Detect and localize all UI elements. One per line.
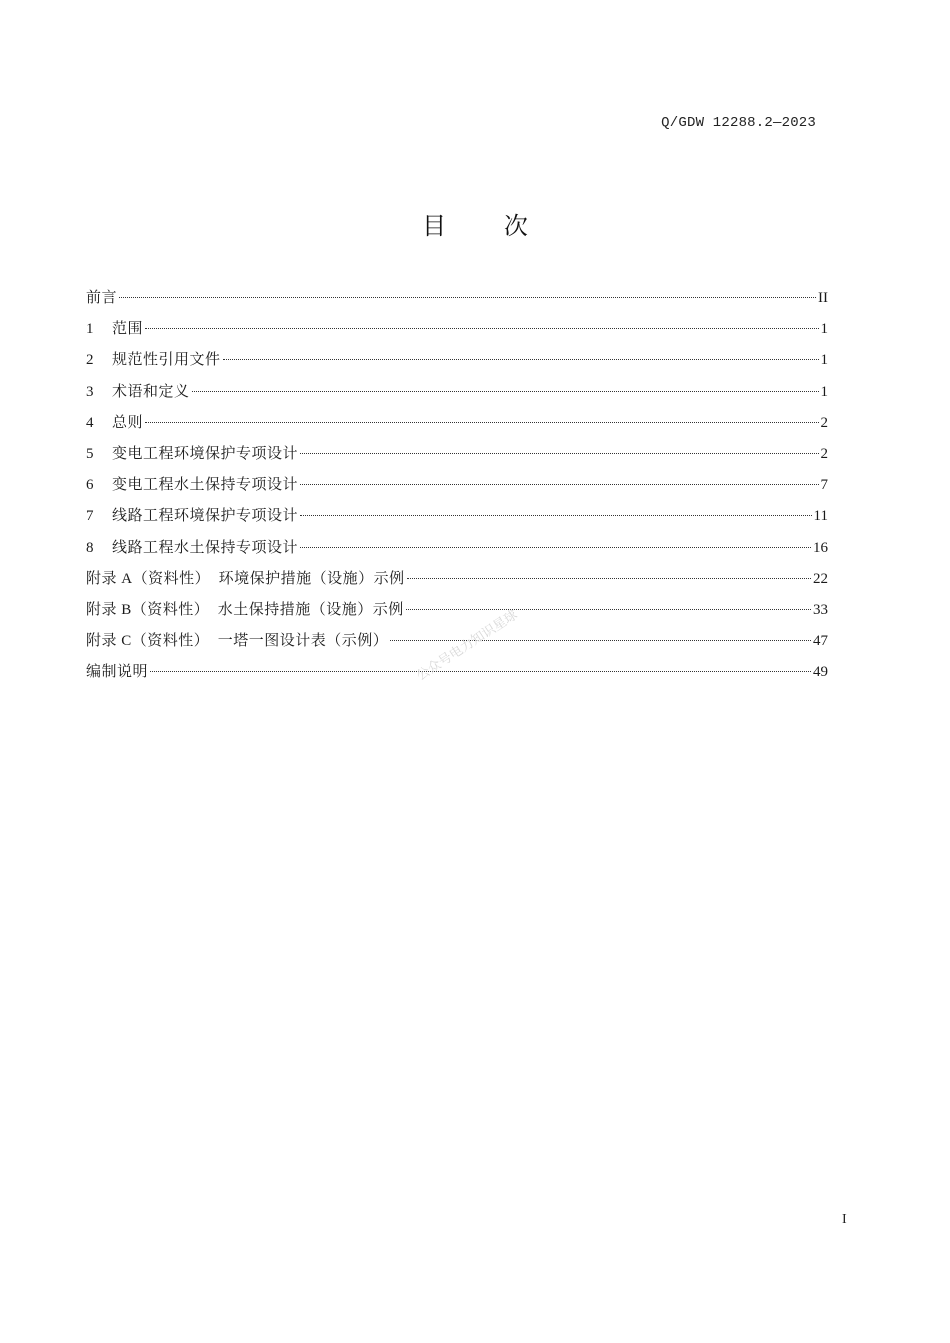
toc-entry-page: 47 [813, 633, 828, 650]
toc-entry-compilation-notes[interactable] [86, 660, 828, 691]
toc-entry-line-soil-water[interactable] [86, 536, 828, 567]
dot-leader [119, 297, 816, 298]
toc-entry-general[interactable] [86, 411, 828, 442]
toc-entry-appendix-a[interactable] [86, 567, 828, 598]
toc-entry-page: 33 [813, 601, 828, 618]
dot-leader [406, 609, 811, 610]
toc-entry-number: 6 [86, 477, 94, 494]
toc-entry-label: 总则 [112, 414, 144, 431]
table-of-contents [86, 286, 828, 691]
toc-entry-label: 规范性引用文件 [112, 352, 221, 369]
toc-entry-foreword[interactable] [86, 286, 828, 317]
toc-entry-number: 4 [86, 414, 94, 431]
page-number: I [842, 1212, 847, 1227]
toc-entry-page: 2 [820, 445, 828, 462]
toc-entry-page: 1 [820, 352, 828, 369]
dot-leader [223, 359, 819, 360]
toc-entry-label: 变电工程水土保持专项设计 [112, 477, 299, 494]
toc-entry-number: 7 [86, 508, 94, 525]
toc-entry-appendix-b[interactable] [86, 598, 828, 629]
dot-leader [300, 453, 818, 454]
toc-entry-page: 1 [820, 321, 828, 338]
toc-entry-page: 16 [813, 539, 828, 556]
toc-entry-label: 术语和定义 [112, 383, 190, 400]
toc-entry-label: 线路工程环境保护专项设计 [112, 508, 299, 525]
dot-leader [300, 515, 812, 516]
toc-entry-terms-definitions[interactable] [86, 380, 828, 411]
toc-entry-scope[interactable] [86, 317, 828, 348]
toc-entry-page: II [818, 290, 828, 306]
toc-entry-substation-environment[interactable] [86, 442, 828, 473]
dot-leader [145, 422, 818, 423]
toc-entry-page: 49 [813, 664, 828, 681]
standard-code: Q/GDW 12288.2—2023 [661, 115, 816, 131]
dot-leader [407, 578, 811, 579]
toc-entry-page: 11 [813, 508, 828, 525]
toc-entry-number: 8 [86, 539, 94, 556]
toc-entry-page: 2 [820, 414, 828, 431]
dot-leader [390, 640, 811, 641]
toc-entry-label: 附录 B（资料性） 水土保持措施（设施）示例 [86, 601, 404, 618]
toc-entry-page: 1 [820, 383, 828, 400]
toc-entry-label: 前言 [86, 290, 118, 306]
toc-entry-substation-soil-water[interactable] [86, 473, 828, 504]
toc-entry-label: 附录 C（资料性） 一塔一图设计表（示例） [86, 633, 389, 650]
toc-entry-number: 2 [86, 352, 94, 369]
toc-entry-normative-references[interactable] [86, 348, 828, 379]
dot-leader [300, 484, 818, 485]
watermark: 公众号电力知识星球 [414, 607, 521, 684]
dot-leader [150, 671, 811, 672]
toc-entry-label: 编制说明 [86, 664, 149, 681]
toc-entry-appendix-c[interactable] [86, 629, 828, 660]
dot-leader [192, 391, 819, 392]
toc-entry-page: 7 [820, 477, 828, 494]
dot-leader [300, 547, 811, 548]
toc-entry-label: 范围 [112, 321, 144, 338]
toc-entry-label: 变电工程环境保护专项设计 [112, 445, 299, 462]
page-title-char-2: 次 [503, 212, 528, 240]
page-title-char-1: 目 [422, 212, 447, 240]
toc-entry-number: 3 [86, 383, 94, 400]
toc-entry-number: 5 [86, 445, 94, 462]
toc-entry-label: 附录 A（资料性） 环境保护措施（设施）示例 [86, 570, 405, 587]
toc-entry-line-environment[interactable] [86, 504, 828, 535]
dot-leader [145, 328, 818, 329]
toc-entry-page: 22 [813, 570, 828, 587]
toc-entry-number: 1 [86, 321, 94, 338]
toc-entry-label: 线路工程水土保持专项设计 [112, 539, 299, 556]
page-title [0, 206, 950, 241]
